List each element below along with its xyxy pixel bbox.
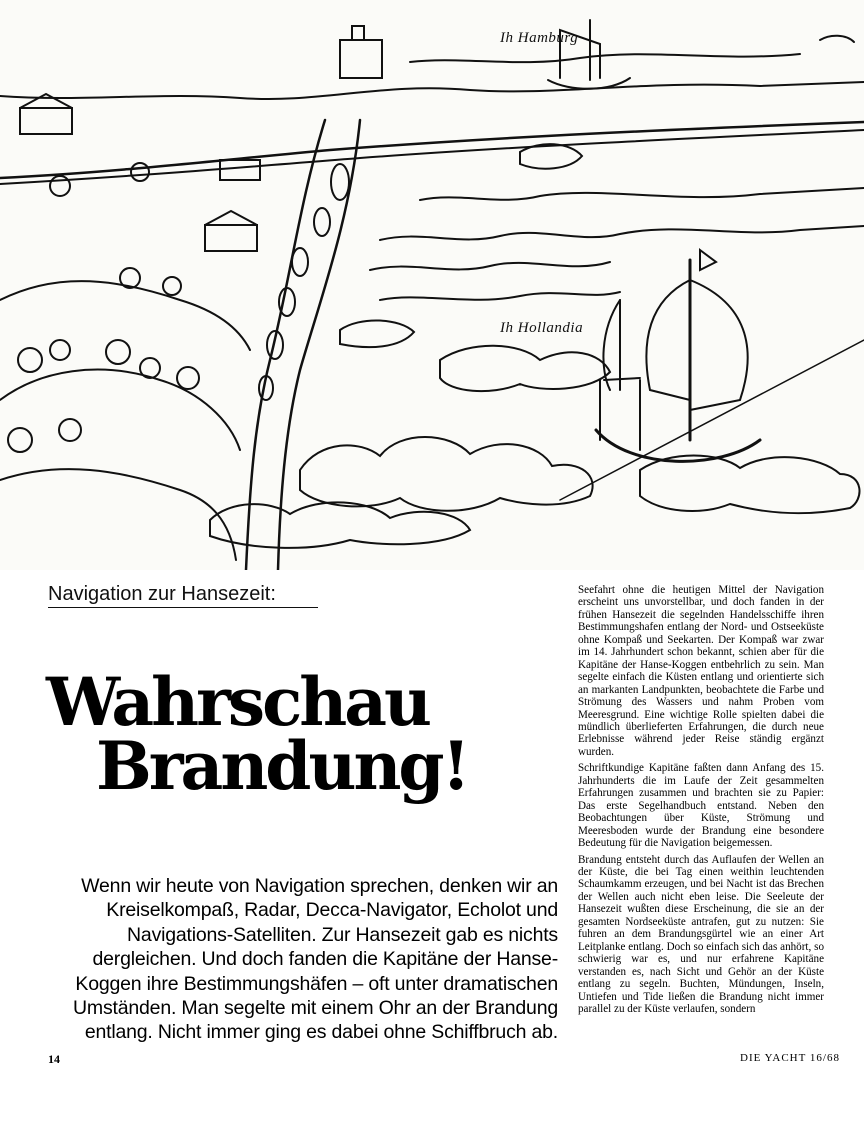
page-number: 14	[48, 1052, 60, 1066]
body-paragraph: Schriftkundige Kapitäne faßten dann Anfang des 15. Jahrhunderts die im Laufe der Zeit gesammelten Erfahrungen zusammen und brachten sie zu Papier: Das erste Segelhandbuch entstand. Neben den Beobachtungen über Küste, Strömung und Meeresboden wurde der Brandung eine besondere Bedeutung für die Navigation beigemessen.	[578, 762, 824, 850]
magazine-issue: DIE YACHT 16/68	[740, 1052, 840, 1064]
headline-line-2: Brandung!	[96, 727, 468, 805]
map-label-hollandia: Ih Hollandia	[500, 320, 584, 336]
article-kicker: Navigation zur Hansezeit:	[48, 583, 318, 608]
map-label-hamburg: Ih Hamburg	[500, 30, 579, 46]
article-lead: Wenn wir heute von Navigation sprechen, denken wir an Kreiselkompaß, Radar, Decca-Navigator, Echolot und Navigations-Satelliten. Zur Hansezeit gab es nichts dergleichen. Und doch fanden die Kapitäne der Hanse-Koggen ihre Bestimmungshäfen – oft unter dramatischen Umständen. Man segelte mit einem Ohr an der Brandung entlang. Nicht immer ging es dabei ohne Schiffbruch ab.	[73, 875, 558, 1044]
article-headline	[46, 663, 566, 805]
body-paragraph: Brandung entsteht durch das Auflaufen der Wellen an der Küste, die bei Tag einen weithin leuchtenden Schaumkamm erzeugen, und bei Nacht ist das Brechen der Wellen auch nicht eben leise. Die Seeleute der Hansezeit wußten diese Erscheinung, die sie an der gesamten Nordseeküste antrafen, gut zu nutzen: Sie fuhren an dem Brandungsgürtel wie an einer Art Leitplanke entlang. Doch so einfach sich das anhört, so schwierig war es, und nur erfahrene Kapitäne verstanden es, nach Sicht und Gehör an der Küste entlang zu segeln. Buchten, Mündungen, Inseln, Untiefen und Tide ließen die Brandung nicht immer parallel zu der Küste verlaufen, sondern	[578, 853, 824, 1015]
body-paragraph: Seefahrt ohne die heutigen Mittel der Navigation erscheint uns unvorstellbar, und doch fanden in der frühen Hansezeit die segelnden Handelsschiffe ihren Bestimmungshafen entlang der Nord- und Ostseeküste ohne Kompaß und Seekarten. Der Kompaß war zwar im 14. Jahrhundert schon bekannt, schien aber für die Kapitäne der Hanse-Koggen entbehrlich zu sein. Man segelte einfach die Küsten entlang und orientierte sich an markanten Landpunkten, beobachtete die Farbe und Strömung des Wassers und nahm Proben vom Meeresgrund. Eine wichtige Rolle spielten dabei die mündlich überlieferten Erfahrungen, die durch neue Erlebnisse während jeder Reise ständig ergänzt wurden.	[578, 584, 824, 758]
headline-line-1: Wahrschau	[46, 663, 429, 741]
body-column	[578, 584, 824, 1019]
